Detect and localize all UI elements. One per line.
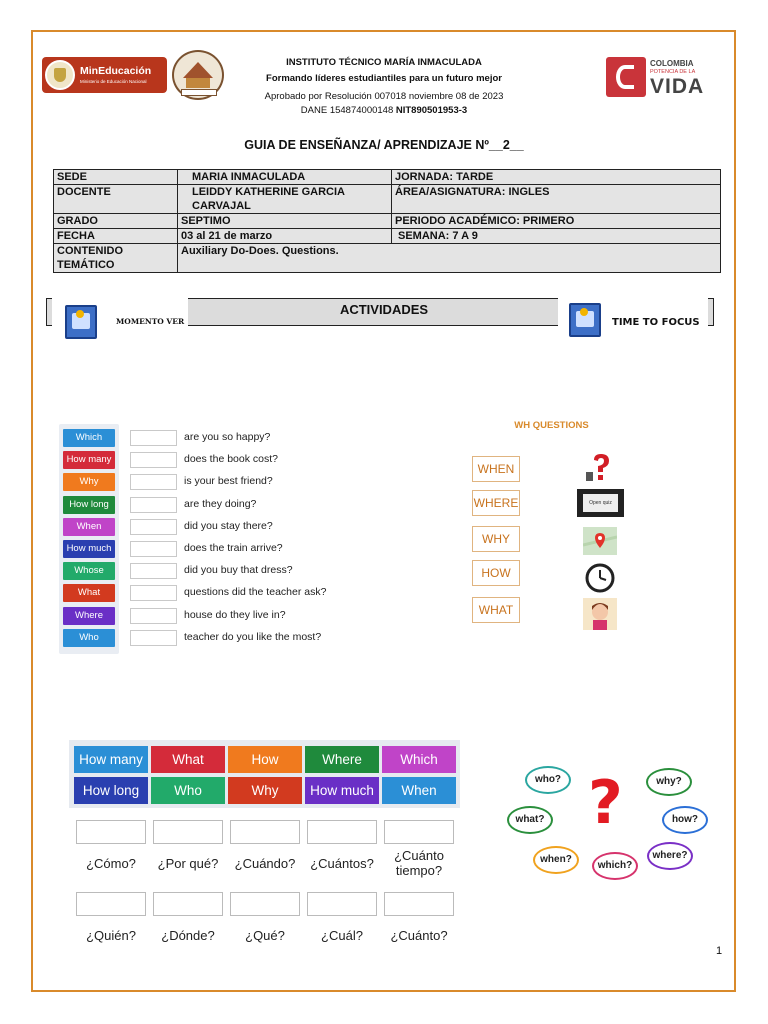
jornada: JORNADA: TARDE: [392, 170, 721, 185]
semana: SEMANA: 7 A 9: [392, 229, 721, 244]
wh-word-button[interactable]: How much: [63, 540, 115, 558]
wh-word-button[interactable]: Where: [63, 607, 115, 625]
thinking-girl-icon: [583, 598, 617, 630]
drop-blank[interactable]: [230, 892, 300, 916]
wh-word-button[interactable]: How many: [63, 451, 115, 469]
grado-label: GRADO: [54, 214, 178, 229]
answer-box[interactable]: [130, 452, 177, 468]
open-quiz-sign-icon: [577, 489, 624, 517]
answer-box[interactable]: [130, 519, 177, 535]
spanish-word: ¿Qué?: [245, 928, 285, 943]
spanish-word: ¿Cuándo?: [234, 856, 296, 871]
answer-box[interactable]: [130, 585, 177, 601]
area: ÁREA/ASIGNATURA: INGLES: [392, 185, 721, 214]
sentence-text: does the book cost?: [184, 453, 278, 465]
sentence-text: house do they live in?: [184, 609, 286, 621]
nit-text: NIT890501953-3: [395, 105, 468, 116]
drop-blank[interactable]: [153, 892, 223, 916]
sentence-text: are you so happy?: [184, 431, 271, 443]
activities-title: ACTIVIDADES: [339, 302, 429, 317]
question-bubble: how?: [662, 806, 708, 834]
question-bubble: why?: [646, 768, 692, 796]
wh-word-button[interactable]: Whose: [63, 562, 115, 580]
fecha-label: FECHA: [54, 229, 178, 244]
translation-word-button[interactable]: How long: [74, 777, 148, 804]
wh-word-button[interactable]: Which: [63, 429, 115, 447]
question-bubble: who?: [525, 766, 571, 794]
guide-title: GUIA DE ENSEÑANZA/ APRENDIZAJE Nº__2__: [244, 138, 524, 152]
wh-word-button[interactable]: Why: [63, 473, 115, 491]
drop-blank[interactable]: [230, 820, 300, 844]
translation-word-button[interactable]: Why: [228, 777, 302, 804]
page-number: 1: [716, 945, 723, 957]
wh-question-word: WHERE: [472, 490, 520, 516]
col-logo-top: COLOMBIA: [650, 59, 694, 68]
dane-text: DANE 154874000148: [300, 105, 396, 116]
wh-word-button[interactable]: How long: [63, 496, 115, 514]
translation-word-button[interactable]: What: [151, 746, 225, 773]
info-table: [53, 169, 721, 273]
spanish-word: ¿Cuánto tiempo?: [394, 848, 444, 878]
sentence-text: does the train arrive?: [184, 542, 283, 554]
wh-word-button[interactable]: When: [63, 518, 115, 536]
sede-label: SEDE: [54, 170, 178, 185]
clock-icon: [585, 563, 615, 593]
question-bubble: which?: [592, 852, 638, 880]
spanish-word: ¿Dónde?: [161, 928, 215, 943]
question-bubble: where?: [647, 842, 693, 870]
answer-box[interactable]: [130, 541, 177, 557]
wh-word-button[interactable]: Who: [63, 629, 115, 647]
focus-label: TIME TO FOCUS: [612, 317, 700, 328]
col-logo-sub: POTENCIA DE LA: [650, 69, 696, 75]
drop-blank[interactable]: [384, 820, 454, 844]
docente-value: LEIDDY KATHERINE GARCIA CARVAJAL: [178, 185, 392, 214]
sentence-text: did you buy that dress?: [184, 564, 293, 576]
contenido-value: Auxiliary Do-Does. Questions.: [178, 244, 721, 273]
answer-box[interactable]: [130, 608, 177, 624]
answer-box[interactable]: [130, 474, 177, 490]
min-subtitle: Ministerio de Educación Nacional: [80, 79, 147, 84]
wh-questions-title: WH QUESTIONS: [514, 420, 589, 431]
spanish-word: ¿Quién?: [86, 928, 136, 943]
question-bubble: when?: [533, 846, 579, 874]
school-motto: Formando líderes estudiantiles para un futuro mejor: [266, 73, 502, 84]
wh-question-word: HOW: [472, 560, 520, 586]
answer-box[interactable]: [130, 430, 177, 446]
grado-value: SEPTIMO: [178, 214, 392, 229]
drop-blank[interactable]: [76, 892, 146, 916]
drop-blank[interactable]: [384, 892, 454, 916]
fecha-value: 03 al 21 de marzo: [178, 229, 392, 244]
wh-word-button[interactable]: What: [63, 584, 115, 602]
dane-line: [0, 105, 768, 117]
translation-word-button[interactable]: Which: [382, 746, 456, 773]
min-title: MinEducación: [80, 65, 152, 77]
sentence-text: are they doing?: [184, 498, 257, 510]
question-bubble: what?: [507, 806, 553, 834]
drop-blank[interactable]: [153, 820, 223, 844]
sentence-text: did you stay there?: [184, 520, 273, 532]
translation-word-button[interactable]: How much: [305, 777, 379, 804]
open-quiz-caption: Open quiz: [583, 494, 618, 512]
docente-label: DOCENTE: [54, 185, 178, 214]
map-pin-icon: [583, 527, 617, 555]
drop-blank[interactable]: [76, 820, 146, 844]
moment-icon: [65, 305, 97, 339]
spanish-word: ¿Cuánto?: [390, 928, 448, 943]
translation-word-button[interactable]: When: [382, 777, 456, 804]
translation-word-button[interactable]: How many: [74, 746, 148, 773]
wh-question-word: WHAT: [472, 597, 520, 623]
drop-blank[interactable]: [307, 820, 377, 844]
translation-word-button[interactable]: Who: [151, 777, 225, 804]
wh-question-word: WHY: [472, 526, 520, 552]
approval-text: Aprobado por Resolución 007018 noviembre 08 de 2023: [264, 91, 504, 102]
spanish-word: ¿Cómo?: [86, 856, 136, 871]
sentence-text: teacher do you like the most?: [184, 631, 322, 643]
contenido-label: CONTENIDO TEMÁTICO: [54, 244, 178, 273]
spanish-word: ¿Por qué?: [157, 856, 219, 871]
periodo: PERIODO ACADÉMICO: PRIMERO: [392, 214, 721, 229]
big-question-mark-icon: ?: [588, 768, 623, 838]
answer-box[interactable]: [130, 497, 177, 513]
spanish-word: ¿Cuál?: [321, 928, 363, 943]
moment-label: MOMENTO VER: [116, 317, 185, 326]
answer-box[interactable]: [130, 630, 177, 646]
translation-word-button[interactable]: How: [228, 746, 302, 773]
question-mark-icon: [584, 452, 612, 482]
sede-value: MARIA INMACULADA: [178, 170, 392, 185]
wh-question-word: WHEN: [472, 456, 520, 482]
school-name: INSTITUTO TÉCNICO MARÍA INMACULADA: [286, 57, 482, 68]
spanish-word: ¿Cuántos?: [310, 856, 374, 871]
sentence-text: is your best friend?: [184, 475, 273, 487]
focus-icon: [569, 303, 601, 337]
drop-blank[interactable]: [307, 892, 377, 916]
answer-box[interactable]: [130, 563, 177, 579]
sentence-text: questions did the teacher ask?: [184, 586, 327, 598]
translation-word-button[interactable]: Where: [305, 746, 379, 773]
col-logo-big: VIDA: [650, 75, 705, 98]
